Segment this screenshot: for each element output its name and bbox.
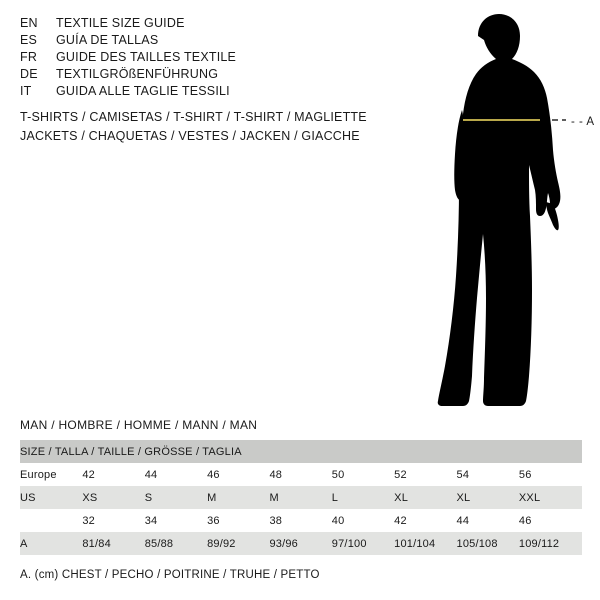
table-cell: 36 <box>207 509 269 532</box>
table-row <box>20 532 582 555</box>
table-cell: L <box>332 486 394 509</box>
man-silhouette-icon <box>400 10 600 410</box>
language-row <box>20 50 380 67</box>
language-row <box>20 67 380 84</box>
language-row <box>20 84 380 101</box>
table-cell: 109/112 <box>519 532 582 555</box>
table-cell: 42 <box>82 463 144 486</box>
table-cell: 50 <box>332 463 394 486</box>
table-cell: 56 <box>519 463 582 486</box>
language-code: DE <box>20 67 38 81</box>
language-title: GUIDE DES TAILLES TEXTILE <box>56 50 237 64</box>
table-cell: 97/100 <box>332 532 394 555</box>
language-title: TEXTILGRÖßENFÜHRUNG <box>56 67 219 81</box>
category-block <box>20 110 440 148</box>
table-cell: 93/96 <box>269 532 331 555</box>
table-cell: 32 <box>82 509 144 532</box>
language-header-block <box>20 16 380 101</box>
row-label: A <box>20 532 82 555</box>
table-cell: XS <box>82 486 144 509</box>
table-cell: XL <box>394 486 456 509</box>
table-cell: 34 <box>145 509 207 532</box>
table-cell: 46 <box>519 509 582 532</box>
table-cell: XL <box>457 486 519 509</box>
category-tshirts: T-SHIRTS / CAMISETAS / T-SHIRT / T-SHIRT / MAGLIETTE <box>20 110 367 124</box>
table-cell: 44 <box>457 509 519 532</box>
language-title: TEXTILE SIZE GUIDE <box>56 16 185 30</box>
table-cell: 105/108 <box>457 532 519 555</box>
row-label <box>20 509 82 532</box>
language-code: ES <box>20 33 38 47</box>
language-code: FR <box>20 50 38 64</box>
footnote-chest-measure: A. (cm) CHEST / PECHO / POITRINE / TRUHE / PETTO <box>20 569 320 581</box>
table-cell: 40 <box>332 509 394 532</box>
size-table <box>20 440 582 555</box>
table-cell: 81/84 <box>82 532 144 555</box>
table-cell: 52 <box>394 463 456 486</box>
table-cell: 38 <box>269 509 331 532</box>
category-jackets: JACKETS / CHAQUETAS / VESTES / JACKEN / GIACCHE <box>20 129 360 143</box>
size-table-section <box>20 418 582 581</box>
language-title: GUIDA ALLE TAGLIE TESSILI <box>56 84 230 98</box>
table-title: MAN / HOMBRE / HOMME / MANN / MAN <box>20 418 258 432</box>
table-cell: 89/92 <box>207 532 269 555</box>
table-header-row <box>20 440 582 463</box>
table-cell: 48 <box>269 463 331 486</box>
language-title: GUÍA DE TALLAS <box>56 33 159 47</box>
table-cell: M <box>207 486 269 509</box>
table-cell: 46 <box>207 463 269 486</box>
man-silhouette-figure <box>400 10 600 410</box>
table-cell: XXL <box>519 486 582 509</box>
language-row <box>20 33 380 50</box>
row-label: US <box>20 486 82 509</box>
table-cell: 44 <box>145 463 207 486</box>
table-cell: 85/88 <box>145 532 207 555</box>
table-cell: 54 <box>457 463 519 486</box>
table-row <box>20 509 582 532</box>
table-cell: 42 <box>394 509 456 532</box>
table-cell: M <box>269 486 331 509</box>
table-row <box>20 463 582 486</box>
measure-label-a: - - A <box>571 116 595 128</box>
row-label: Europe <box>20 463 82 486</box>
table-cell: 101/104 <box>394 532 456 555</box>
language-code: IT <box>20 84 32 98</box>
language-code: EN <box>20 16 38 30</box>
table-row <box>20 486 582 509</box>
language-row <box>20 16 380 33</box>
table-header-label: SIZE / TALLA / TAILLE / GRÖSSE / TAGLIA <box>20 440 582 463</box>
table-cell: S <box>145 486 207 509</box>
